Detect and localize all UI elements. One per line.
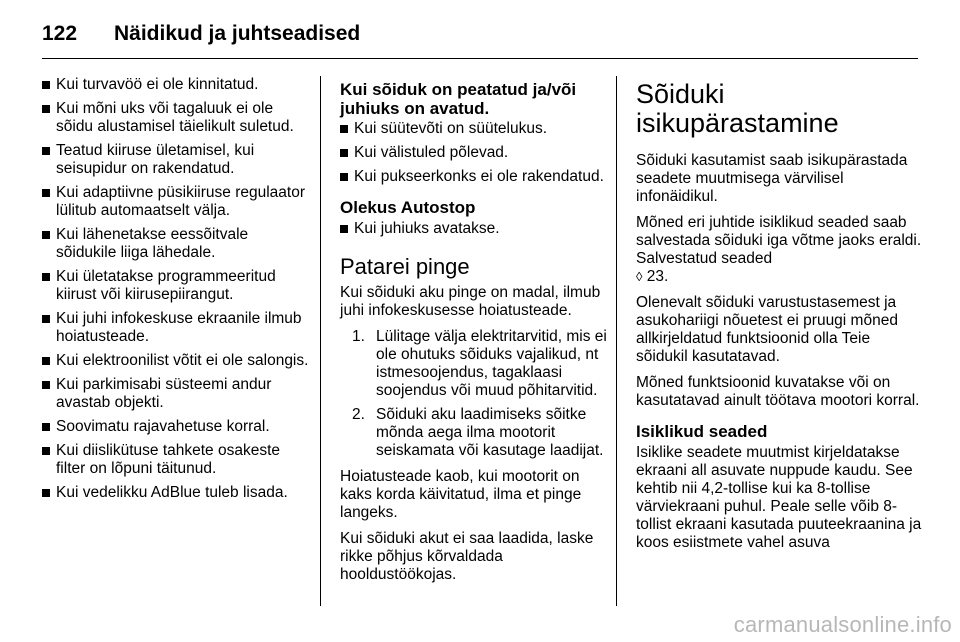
list-item: Soovimatu rajavahetuse korral. — [42, 418, 310, 436]
section-heading-autostop: Olekus Autostop — [340, 198, 476, 217]
chapter-title: Näidikud ja juhtseadised — [114, 22, 361, 45]
bullet-icon — [42, 381, 50, 389]
column-3 — [636, 80, 926, 560]
page-number: 122 — [42, 22, 78, 45]
paragraph: Kui sõiduki aku pinge on madal, ilmub juhi infokeskusesse hoiatusteade. — [340, 284, 601, 319]
section-heading-personalization: Sõiduki isikupärastamine — [636, 79, 839, 138]
paragraph: Sõiduki kasutamist saab isikupärastada seadete muutmisega värvilisel infonäidikul. — [636, 152, 908, 205]
bullet-icon — [42, 273, 50, 281]
list-item: Kui ületatakse programmeeritud kiirust või kiirusepiirangut. — [42, 268, 310, 304]
list-item: Kui pukseerkonks ei ole rakendatud. — [340, 168, 608, 186]
stopped-bullet-list — [340, 120, 608, 186]
paragraph: Mõned funktsioonid kuvatakse või on kasutatavad ainult töötava mootori korral. — [636, 374, 920, 409]
bullet-icon — [42, 147, 50, 155]
bullet-icon — [42, 231, 50, 239]
bullet-icon — [42, 105, 50, 113]
list-item: Kui mõni uks või tagaluuk ei ole sõidu alustamisel täielikult suletud. — [42, 100, 310, 136]
list-item: Kui süütevõti on süütelukus. — [340, 120, 608, 138]
list-item: Kui lähenetakse eessõitvale sõidukile liiga lähedale. — [42, 226, 310, 262]
list-item: Kui juhi infokeskuse ekraanile ilmub hoiatusteade. — [42, 310, 310, 346]
list-item: Kui välistuled põlevad. — [340, 144, 608, 162]
header-rule — [42, 58, 918, 59]
bullet-icon — [42, 447, 50, 455]
step-item: 2. Sõiduki aku laadimiseks sõitke mõnda aega ilma mootorit seiskamata või kasutage laadijat. — [352, 406, 604, 459]
paragraph: Hoiatusteade kaob, kui mootorit on kaks korda käivitatud, ilma et pinge langeks. — [340, 468, 582, 521]
column-divider-1 — [320, 76, 321, 606]
bullet-icon — [340, 225, 348, 233]
page-reference-icon: ◊ — [636, 269, 643, 284]
bullet-icon — [42, 315, 50, 323]
bullet-icon — [42, 357, 50, 365]
page-header — [42, 14, 360, 54]
step-item: 1. Lülitage välja elektritarvitid, mis ei ole ohutuks sõiduks vajalikud, nt istmesoojendus, tagaklaasi soojendus või muud põhitarvitid. — [352, 328, 607, 399]
column-1 — [42, 76, 310, 508]
bullet-icon — [42, 489, 50, 497]
bullet-icon — [42, 189, 50, 197]
bullet-icon — [340, 149, 348, 157]
list-item: Kui diislikütuse tahkete osakeste filter on lõpuni täitunud. — [42, 442, 310, 478]
section-heading-battery-voltage: Patarei pinge — [340, 254, 470, 279]
list-item: Kui vedelikku AdBlue tuleb lisada. — [42, 484, 310, 502]
list-item: Kui adaptiivne püsikiiruse regulaator lülitub automaatselt välja. — [42, 184, 310, 220]
autostop-bullet-list — [340, 220, 608, 238]
section-heading-personal-settings: Isiklikud seaded — [636, 422, 768, 441]
bullet-icon — [42, 81, 50, 89]
list-item: Kui juhiuks avatakse. — [340, 220, 608, 238]
paragraph: Mõned eri juhtide isiklikud seaded saab salvestada sõiduki iga võtme jaoks eraldi. Salvestatud seaded ◊ 23. — [636, 214, 922, 285]
watermark: carmanualsonline.info — [733, 612, 952, 637]
column-2 — [340, 80, 608, 592]
bullet-icon — [42, 423, 50, 431]
bullet-icon — [340, 125, 348, 133]
list-item: Teatud kiiruse ületamisel, kui seisupidur on rakendatud. — [42, 142, 310, 178]
page-reference[interactable]: 23. — [646, 268, 669, 285]
paragraph: Isiklike seadete muutmist kirjeldatakse ekraani all asuvate nuppude kaudu. See kehtib nii 4,2-tollise kui ka 8-tollise värviekraani puhul. Peale selle võib 8-tollist ekraani kasutada puuteekraanina ja koos esiistmete vahel asuva — [636, 444, 922, 551]
column-divider-2 — [616, 76, 617, 606]
list-item: Kui parkimisabi süsteemi andur avastab objekti. — [42, 376, 310, 412]
section-heading-vehicle-stopped: Kui sõiduk on peatatud ja/või juhiuks on avatud. — [340, 80, 577, 118]
paragraph: Kui sõiduki akut ei saa laadida, laske rikke põhjus kõrvaldada hooldustöökojas. — [340, 530, 594, 583]
paragraph: Olenevalt sõiduki varustustasemest ja asukohariigi nõuetest ei pruugi mõned allkirjeldatud funktsioonid olla Teie sõidukil kasutatavad. — [636, 294, 898, 365]
warning-bullet-list — [42, 76, 310, 502]
list-item: Kui turvavöö ei ole kinnitatud. — [42, 76, 310, 94]
bullet-icon — [340, 173, 348, 181]
steps-list — [340, 328, 608, 460]
list-item: Kui elektroonilist võtit ei ole salongis. — [42, 352, 310, 370]
